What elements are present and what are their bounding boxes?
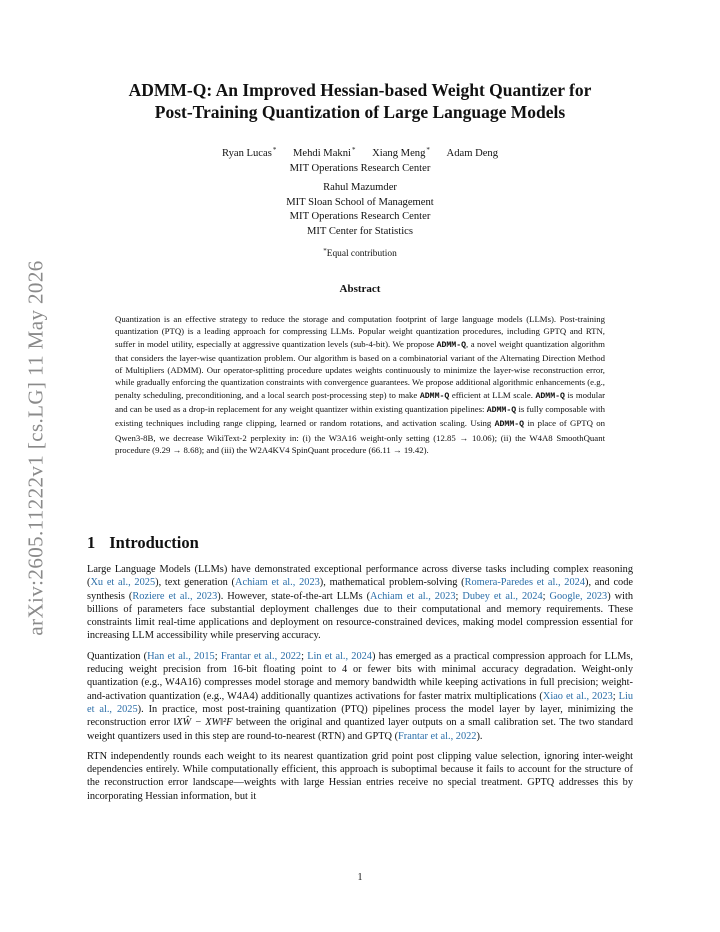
intro-paragraph-3: RTN independently rounds each weight to its nearest quantization grid point post clipping value selection, ignoring inter-weight dependencies entirely. While computationally efficient, this approach is suboptimal because it fails to account for the structure of the reconstruction error landscape—weights with large Hessian entries receive no special treatment. GPTQ addresses this by incorporating Hessian information, but it [87, 750, 633, 802]
section-heading [87, 533, 199, 553]
citation-link[interactable]: Roziere et al., 2023 [132, 590, 218, 602]
method-name: ADMM-Q [486, 406, 517, 416]
body-text: ). In practice, most post-training quantization (PTQ) pipelines process the model layer by layer, minimizing the reconstruction error [87, 703, 633, 729]
body-text: ), mathematical problem-solving ( [319, 577, 465, 589]
method-name: ADMM-Q [436, 340, 467, 350]
citation-link[interactable]: Dubey et al., 2024 [462, 590, 543, 602]
body-text: ; [301, 650, 308, 662]
citation-link[interactable]: Xiao et al., 2023 [542, 690, 613, 702]
abstract-text: efficient at LLM scale. [449, 389, 536, 400]
author-entry [222, 148, 276, 159]
citation-link[interactable]: Han et al., 2015 [147, 650, 215, 662]
section-title: Introduction [109, 533, 199, 552]
body-text: ; [455, 590, 463, 602]
equal-contribution-note [95, 244, 625, 262]
author-entry [293, 148, 355, 159]
abstract-body [115, 313, 605, 456]
body-text: ), text generation ( [155, 577, 236, 589]
paper-title [95, 79, 625, 123]
citation-link[interactable]: Google, 2023 [549, 590, 608, 602]
page-number: 1 [357, 872, 363, 883]
equal-contribution-text: Equal contribution [326, 249, 397, 259]
method-name: ADMM-Q [419, 391, 450, 401]
section-number: 1 [87, 533, 96, 552]
equal-contribution-mark: * [426, 146, 430, 154]
arxiv-identifier-stamp: arXiv:2605.11222v1 [cs.LG] 11 May 2026 [23, 260, 48, 636]
author-block-2 [95, 181, 625, 239]
body-text: between the original and quantized layer outputs on a small calibration set. The two standard weight quantizers used in this step are round-to-nearest (RTN) and GPTQ ( [87, 717, 634, 742]
body-text: ) with billions of parameters face substantial deployment challenges due to their computational and memory requirements. These constraints limit real-time applications and deployment on resource-constrained devices, making model compression essential for increasing LLM accessibility while preserving accuracy. [87, 590, 634, 642]
body-text: ), and code synthesis ( [87, 577, 633, 602]
affiliation: MIT Center for Statistics [306, 225, 414, 237]
abstract-paragraph [115, 313, 605, 456]
affiliation: MIT Operations Research Center [289, 162, 431, 174]
author-entry [372, 148, 430, 159]
body-text: ). However, state-of-the-art LLMs ( [217, 590, 371, 602]
body-text: Quantization ( [87, 650, 148, 662]
citation-link[interactable]: Achiam et al., 2023 [370, 590, 456, 602]
abstract-heading: Abstract [339, 283, 381, 295]
abstract-text: is modular and can be used as a drop-in replacement for any weight quantizer within existing quantization pipelines: [115, 389, 605, 415]
affiliation: MIT Operations Research Center [289, 211, 431, 223]
author-names [95, 143, 625, 162]
title-line-1: ADMM-Q: An Improved Hessian-based Weight Quantizer for [128, 80, 592, 100]
affiliation: MIT Sloan School of Management [286, 196, 434, 208]
author-block [95, 143, 625, 176]
method-name: ADMM-Q [535, 391, 565, 401]
author-name: Adam Deng [446, 148, 499, 159]
abstract-text: Quantization is an effective strategy to reduce the storage and computation footprint of large language models (LLMs). Post-training quantization (PTQ) is a leading approach for compressing LLMs. Popular weight quantization procedures, including GPTQ and RTN, suffer in model utility, especially at aggressive quantization levels (sub-4-bit). We propose [115, 314, 605, 349]
body-text: ; [214, 650, 221, 662]
body-text: ). [476, 730, 483, 742]
abstract-text: is fully composable with existing techniques including range clipping, learned or random rotations, and activation scaling. Using [115, 404, 605, 429]
citation-link[interactable]: Liu et al., 2025 [87, 690, 633, 715]
citation-link[interactable]: Xu et al., 2025 [90, 577, 156, 589]
abstract-text: in place of GPTQ on Qwen3-8B, we decrease WikiText-2 perplexity in: (i) the W3A16 weight-only setting (12.85 → 10.06); (ii) the W4A8 SmoothQuant procedure (9.29 → 8.68); and (iii) the W2A4KV4 SpinQuant procedure (66.11 → 19.42). [115, 418, 605, 455]
intro-paragraph-2 [87, 650, 633, 743]
intro-paragraph-1 [87, 563, 633, 643]
body-text: ; [612, 690, 619, 702]
author-name: Ryan Lucas [221, 148, 272, 159]
citation-link[interactable]: Frantar et al., 2022 [398, 730, 477, 742]
equal-contribution-mark: * [272, 146, 277, 154]
author-name: Mehdi Makni [293, 148, 351, 159]
citation-link[interactable]: Achiam et al., 2023 [235, 577, 320, 589]
author-name: Rahul Mazumder [323, 182, 397, 193]
author-name: Xiang Meng [372, 148, 426, 159]
equal-contribution-mark: * [351, 146, 356, 154]
equal-contribution-mark: * [323, 247, 327, 255]
citation-link[interactable]: Romera-Paredes et al., 2024 [464, 577, 585, 589]
abstract-text: , a novel weight quantization algorithm that considers the layer-wise quantization problem. Our algorithm is based on a combinatorial variant of the Alternating Direction Method of Multipliers (ADMM). Our operator-splitting procedure updates weights continuously to minimize the layer-wise reconstruction error, while gradually enforcing the quantization constraints with convergence guarantees. We propose additional algorithmic enhancements (e.g., penalty scheduling, preconditioning, and a local search post-processing step) to make [115, 338, 605, 400]
method-name: ADMM-Q [494, 420, 525, 430]
citation-link[interactable]: Frantar et al., 2022 [220, 650, 302, 662]
introduction-body [87, 563, 633, 810]
title-line-2: Post-Training Quantization of Large Language Models [154, 102, 566, 122]
body-text: ; [542, 590, 550, 602]
body-text: Large Language Models (LLMs) have demonstrated exceptional performance across diverse tasks including complex reasoning ( [87, 564, 633, 589]
body-text: ) has emerged as a practical compression approach for LLMs, reducing weight precision from 16-bit floating point to 4 or fewer bits with minimal accuracy degradation. Weight-only quantization (e.g., W4A16) compresses model storage and memory bandwidth while keeping activations in full precision; weight-and-activation quantization (e.g., W4A4) additionally quantizes activations for faster matrix multiplications ( [87, 650, 634, 702]
citation-link[interactable]: Lin et al., 2024 [307, 650, 372, 662]
reconstruction-error-formula: ‖XŴ − XW‖²F [173, 717, 233, 729]
